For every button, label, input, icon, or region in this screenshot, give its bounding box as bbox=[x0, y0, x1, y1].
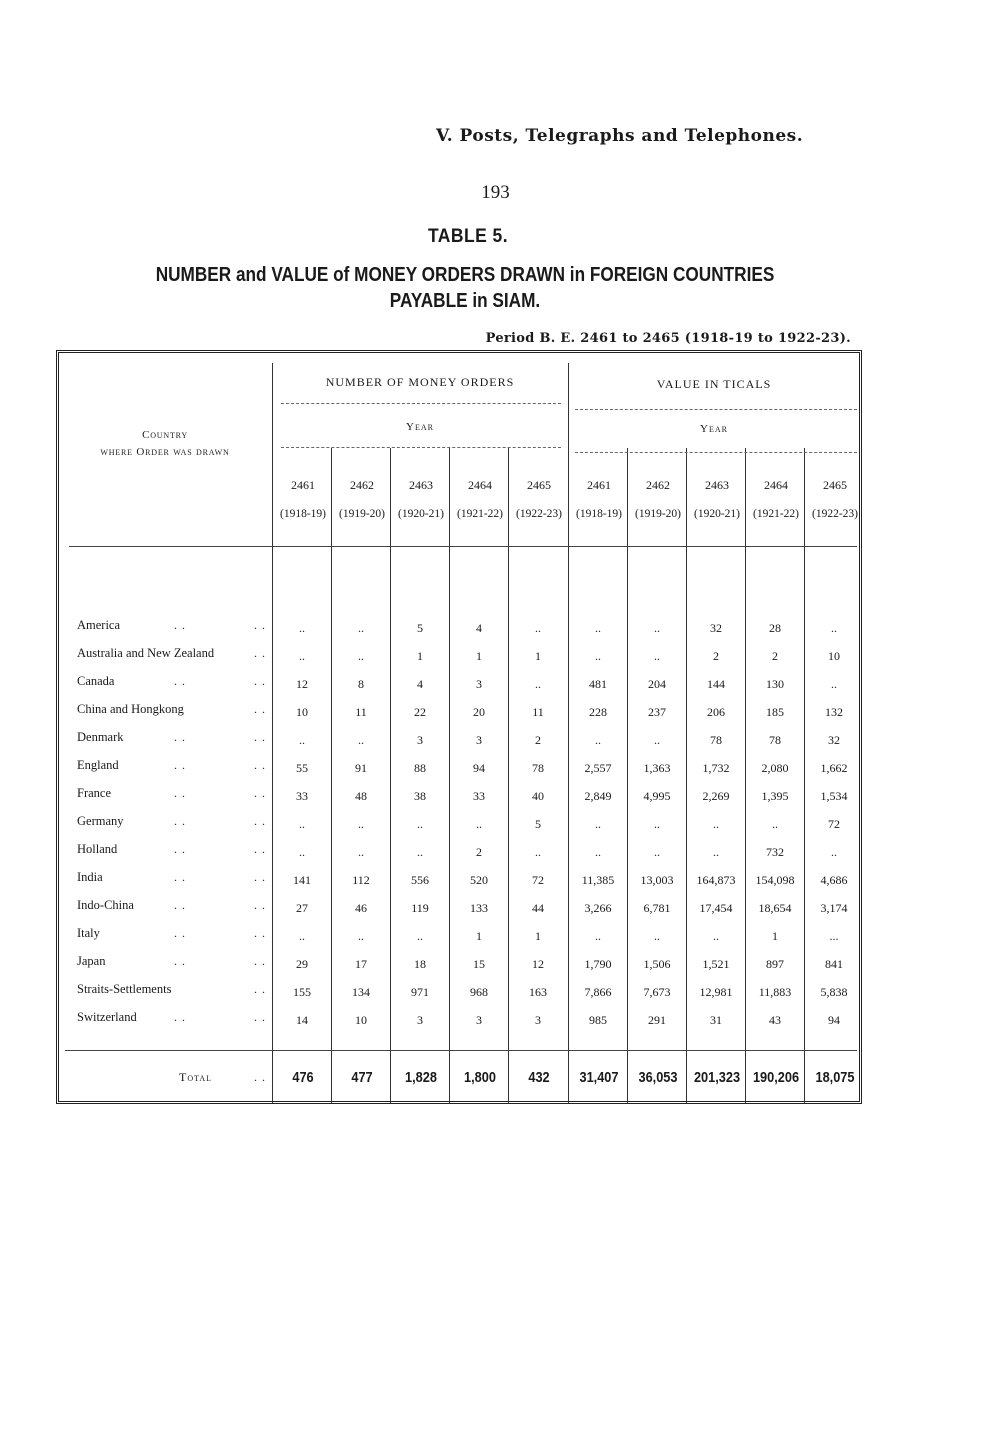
row-dots: . . bbox=[254, 702, 266, 716]
value-cell: 10 bbox=[828, 649, 840, 663]
value-cell: .. bbox=[654, 733, 660, 747]
value-cell: 1,732 bbox=[702, 761, 730, 775]
number-cell: .. bbox=[299, 649, 305, 663]
header-rule bbox=[69, 546, 857, 547]
value-group-header: VALUE IN TICALS bbox=[656, 377, 772, 391]
number-cell: 72 bbox=[532, 873, 544, 887]
row-lead-dots: . . bbox=[174, 618, 186, 632]
row-country: China and Hongkong bbox=[77, 702, 184, 716]
group-underline bbox=[575, 409, 857, 410]
row-lead-dots: . . bbox=[174, 786, 186, 800]
value-cell: 32 bbox=[710, 621, 722, 635]
value-cell: 13,003 bbox=[640, 873, 674, 887]
row-dots: . . bbox=[254, 646, 266, 660]
table-number: TABLE 5. bbox=[427, 226, 509, 247]
row-dots: . . bbox=[254, 982, 266, 996]
number-cell: 134 bbox=[352, 985, 370, 999]
column-year: 2462 bbox=[350, 478, 374, 492]
number-cell: 1 bbox=[476, 929, 482, 943]
row-country: Indo-China bbox=[77, 898, 134, 912]
total-dots: . . bbox=[254, 1070, 266, 1084]
column-period: (1919-20) bbox=[635, 508, 681, 520]
value-cell: 1,506 bbox=[643, 957, 671, 971]
row-lead-dots: . . bbox=[174, 870, 186, 884]
row-dots: . . bbox=[254, 870, 266, 884]
total-rule bbox=[65, 1050, 857, 1051]
value-cell: 1 bbox=[772, 929, 778, 943]
row-lead-dots: . . bbox=[174, 758, 186, 772]
row-dots: . . bbox=[254, 814, 266, 828]
row-dots: . . bbox=[254, 674, 266, 688]
number-cell: 94 bbox=[473, 761, 485, 775]
number-cell: .. bbox=[299, 733, 305, 747]
value-cell: .. bbox=[654, 621, 660, 635]
value-cell: .. bbox=[595, 733, 601, 747]
value-cell: 43 bbox=[769, 1013, 781, 1027]
row-country: Straits-Settlements bbox=[77, 982, 172, 996]
value-cell: .. bbox=[831, 845, 837, 859]
money-orders-table bbox=[56, 350, 862, 1104]
value-cell: 3,266 bbox=[584, 901, 612, 915]
number-cell: .. bbox=[358, 817, 364, 831]
number-cell: 29 bbox=[296, 957, 308, 971]
total-number-cell: 476 bbox=[292, 1069, 314, 1086]
country-head-line1: Country bbox=[142, 429, 188, 441]
number-group-header: NUMBER OF MONEY ORDERS bbox=[325, 375, 515, 389]
value-cell: 154,098 bbox=[755, 873, 795, 887]
value-cell: 11,385 bbox=[581, 873, 615, 887]
value-cell: .. bbox=[713, 929, 719, 943]
number-cell: 112 bbox=[352, 873, 370, 887]
number-cell: .. bbox=[417, 817, 423, 831]
year-underline bbox=[281, 447, 561, 448]
row-country: Switzerland bbox=[77, 1010, 137, 1024]
number-cell: 133 bbox=[470, 901, 488, 915]
number-cell: .. bbox=[358, 929, 364, 943]
column-period: (1920-21) bbox=[694, 508, 740, 520]
value-cell: 28 bbox=[769, 621, 781, 635]
number-cell: 27 bbox=[296, 901, 308, 915]
value-cell: 5,838 bbox=[820, 985, 848, 999]
total-number-cell: 1,828 bbox=[405, 1069, 437, 1086]
number-year-header: Year bbox=[406, 421, 434, 433]
number-cell: 4 bbox=[476, 621, 482, 635]
value-cell: .. bbox=[595, 817, 601, 831]
row-country: Australia and New Zealand bbox=[77, 646, 215, 660]
value-cell: .. bbox=[595, 649, 601, 663]
value-cell: .. bbox=[654, 817, 660, 831]
column-year: 2463 bbox=[705, 478, 729, 492]
value-cell: ... bbox=[829, 929, 839, 943]
page-number: 193 bbox=[481, 182, 510, 203]
number-cell: 8 bbox=[358, 677, 364, 691]
row-lead-dots: . . bbox=[174, 730, 186, 744]
column-period: (1922-23) bbox=[812, 508, 858, 520]
value-cell: 1,534 bbox=[820, 789, 848, 803]
number-cell: 33 bbox=[473, 789, 485, 803]
number-cell: 20 bbox=[473, 705, 485, 719]
number-cell: 12 bbox=[532, 957, 544, 971]
number-cell: 1 bbox=[417, 649, 423, 663]
value-cell: 185 bbox=[766, 705, 784, 719]
row-dots: . . bbox=[254, 758, 266, 772]
total-value-cell: 31,407 bbox=[579, 1069, 619, 1086]
number-cell: 17 bbox=[355, 957, 367, 971]
row-country: Holland bbox=[77, 842, 118, 856]
value-cell: .. bbox=[654, 929, 660, 943]
value-cell: .. bbox=[772, 817, 778, 831]
row-dots: . . bbox=[254, 842, 266, 856]
value-cell: 7,866 bbox=[584, 985, 612, 999]
row-dots: . . bbox=[254, 1010, 266, 1024]
number-cell: 22 bbox=[414, 705, 426, 719]
row-country: England bbox=[77, 758, 119, 772]
value-cell: 206 bbox=[707, 705, 725, 719]
value-cell: 1,363 bbox=[643, 761, 671, 775]
number-cell: 155 bbox=[293, 985, 311, 999]
column-period: (1921-22) bbox=[457, 508, 503, 520]
row-country: Japan bbox=[77, 954, 106, 968]
number-cell: 48 bbox=[355, 789, 367, 803]
column-period: (1918-19) bbox=[280, 508, 326, 520]
row-country: America bbox=[77, 618, 121, 632]
column-period: (1918-19) bbox=[576, 508, 622, 520]
total-value-cell: 36,053 bbox=[638, 1069, 678, 1086]
number-cell: 12 bbox=[296, 677, 308, 691]
number-cell: 5 bbox=[417, 621, 423, 635]
column-year: 2461 bbox=[291, 478, 315, 492]
number-cell: 91 bbox=[355, 761, 367, 775]
number-cell: 38 bbox=[414, 789, 426, 803]
value-cell: 12,981 bbox=[699, 985, 733, 999]
period-subtitle: Period B. E. 2461 to 2465 (1918-19 to 1922-23). bbox=[485, 331, 851, 346]
value-cell: 18,654 bbox=[758, 901, 792, 915]
number-cell: .. bbox=[417, 929, 423, 943]
number-cell: 55 bbox=[296, 761, 308, 775]
value-cell: 2,557 bbox=[584, 761, 612, 775]
row-lead-dots: . . bbox=[174, 926, 186, 940]
value-cell: 4,995 bbox=[643, 789, 671, 803]
number-cell: 2 bbox=[476, 845, 482, 859]
table-title bbox=[143, 262, 788, 314]
number-cell: 44 bbox=[532, 901, 544, 915]
group-underline bbox=[281, 403, 561, 404]
total-number-cell: 1,800 bbox=[464, 1069, 496, 1086]
table-title-line2: PAYABLE in SIAM. bbox=[389, 290, 541, 312]
number-cell: .. bbox=[535, 677, 541, 691]
column-year: 2465 bbox=[823, 478, 847, 492]
value-cell: 130 bbox=[766, 677, 784, 691]
number-cell: 78 bbox=[532, 761, 544, 775]
number-cell: 11 bbox=[532, 705, 544, 719]
value-cell: 17,454 bbox=[699, 901, 733, 915]
value-cell: 6,781 bbox=[643, 901, 671, 915]
year-underline bbox=[575, 452, 857, 453]
total-value-cell: 201,323 bbox=[693, 1069, 741, 1086]
column-year: 2462 bbox=[646, 478, 670, 492]
column-year: 2465 bbox=[527, 478, 551, 492]
number-cell: .. bbox=[535, 845, 541, 859]
number-cell: .. bbox=[299, 845, 305, 859]
value-year-header: Year bbox=[700, 423, 728, 435]
row-lead-dots: . . bbox=[174, 1010, 186, 1024]
value-cell: .. bbox=[595, 929, 601, 943]
value-cell: 7,673 bbox=[643, 985, 671, 999]
number-cell: 11 bbox=[355, 705, 367, 719]
total-number-cell: 432 bbox=[528, 1069, 550, 1086]
number-cell: 1 bbox=[535, 929, 541, 943]
column-period: (1919-20) bbox=[339, 508, 385, 520]
total-value-cell: 190,206 bbox=[752, 1069, 800, 1086]
value-cell: .. bbox=[713, 817, 719, 831]
total-label: Total bbox=[179, 1070, 213, 1084]
number-cell: .. bbox=[417, 845, 423, 859]
number-cell: 556 bbox=[411, 873, 429, 887]
value-cell: 4,686 bbox=[820, 873, 848, 887]
row-dots: . . bbox=[254, 926, 266, 940]
value-cell: 32 bbox=[828, 733, 840, 747]
value-cell: 72 bbox=[828, 817, 840, 831]
row-lead-dots: . . bbox=[174, 842, 186, 856]
value-cell: 2 bbox=[772, 649, 778, 663]
column-year: 2463 bbox=[409, 478, 433, 492]
value-cell: 11,883 bbox=[758, 985, 792, 999]
number-cell: 520 bbox=[470, 873, 488, 887]
row-country: France bbox=[77, 786, 112, 800]
value-cell: 2,269 bbox=[702, 789, 730, 803]
value-cell: 237 bbox=[648, 705, 666, 719]
value-cell: .. bbox=[831, 677, 837, 691]
row-country: Germany bbox=[77, 814, 124, 828]
value-cell: 31 bbox=[710, 1013, 722, 1027]
row-country: Denmark bbox=[77, 730, 124, 744]
value-cell: .. bbox=[654, 845, 660, 859]
number-cell: 3 bbox=[476, 1013, 482, 1027]
table-title-line1: NUMBER and VALUE of MONEY ORDERS DRAWN in FOREIGN COUNTRIES bbox=[155, 264, 775, 286]
number-cell: 14 bbox=[296, 1013, 308, 1027]
number-cell: 163 bbox=[529, 985, 547, 999]
row-country: Canada bbox=[77, 674, 115, 688]
value-cell: 2 bbox=[713, 649, 719, 663]
value-cell: 204 bbox=[648, 677, 666, 691]
row-country: India bbox=[77, 870, 103, 884]
value-cell: 1,790 bbox=[584, 957, 612, 971]
number-cell: 3 bbox=[535, 1013, 541, 1027]
country-head-line2: where Order was drawn bbox=[100, 446, 230, 458]
column-year: 2461 bbox=[587, 478, 611, 492]
value-cell: 291 bbox=[648, 1013, 666, 1027]
number-cell: 88 bbox=[414, 761, 426, 775]
number-cell: 3 bbox=[417, 1013, 423, 1027]
number-cell: .. bbox=[358, 649, 364, 663]
value-cell: .. bbox=[713, 845, 719, 859]
number-cell: .. bbox=[358, 621, 364, 635]
value-cell: 78 bbox=[710, 733, 722, 747]
row-dots: . . bbox=[254, 898, 266, 912]
value-cell: 94 bbox=[828, 1013, 840, 1027]
number-cell: 1 bbox=[535, 649, 541, 663]
total-value-cell: 18,075 bbox=[815, 1069, 855, 1086]
number-cell: 3 bbox=[476, 677, 482, 691]
row-dots: . . bbox=[254, 618, 266, 632]
number-cell: .. bbox=[476, 817, 482, 831]
number-cell: 40 bbox=[532, 789, 544, 803]
value-cell: 164,873 bbox=[696, 873, 736, 887]
number-cell: 46 bbox=[355, 901, 367, 915]
value-cell: 481 bbox=[589, 677, 607, 691]
value-cell: 144 bbox=[707, 677, 725, 691]
number-cell: 5 bbox=[535, 817, 541, 831]
value-cell: 841 bbox=[825, 957, 843, 971]
column-period: (1921-22) bbox=[753, 508, 799, 520]
value-cell: 2,080 bbox=[761, 761, 789, 775]
number-cell: .. bbox=[299, 817, 305, 831]
number-cell: 4 bbox=[417, 677, 423, 691]
number-cell: 3 bbox=[476, 733, 482, 747]
value-cell: 3,174 bbox=[820, 901, 848, 915]
value-cell: .. bbox=[654, 649, 660, 663]
number-cell: .. bbox=[299, 621, 305, 635]
number-cell: .. bbox=[358, 733, 364, 747]
row-dots: . . bbox=[254, 954, 266, 968]
column-year: 2464 bbox=[764, 478, 788, 492]
row-lead-dots: . . bbox=[174, 898, 186, 912]
column-period: (1920-21) bbox=[398, 508, 444, 520]
value-cell: .. bbox=[595, 845, 601, 859]
number-cell: 1 bbox=[476, 649, 482, 663]
total-number-cell: 477 bbox=[351, 1069, 373, 1086]
number-cell: 141 bbox=[293, 873, 311, 887]
row-lead-dots: . . bbox=[174, 674, 186, 688]
section-header: V. Posts, Telegraphs and Telephones. bbox=[436, 126, 804, 146]
country-column-header bbox=[59, 427, 271, 461]
column-period: (1922-23) bbox=[516, 508, 562, 520]
row-country: Italy bbox=[77, 926, 100, 940]
number-cell: .. bbox=[358, 845, 364, 859]
number-cell: .. bbox=[299, 929, 305, 943]
value-cell: 1,662 bbox=[820, 761, 848, 775]
value-cell: 228 bbox=[589, 705, 607, 719]
row-lead-dots: . . bbox=[174, 814, 186, 828]
number-cell: 10 bbox=[296, 705, 308, 719]
number-cell: 18 bbox=[414, 957, 426, 971]
number-cell: 15 bbox=[473, 957, 485, 971]
number-cell: 3 bbox=[417, 733, 423, 747]
number-cell: 971 bbox=[411, 985, 429, 999]
value-cell: 132 bbox=[825, 705, 843, 719]
row-dots: . . bbox=[254, 730, 266, 744]
value-cell: 78 bbox=[769, 733, 781, 747]
number-cell: 2 bbox=[535, 733, 541, 747]
column-year: 2464 bbox=[468, 478, 492, 492]
value-cell: 2,849 bbox=[584, 789, 612, 803]
value-cell: 1,521 bbox=[702, 957, 730, 971]
number-cell: 33 bbox=[296, 789, 308, 803]
value-cell: .. bbox=[595, 621, 601, 635]
number-cell: 10 bbox=[355, 1013, 367, 1027]
number-cell: .. bbox=[535, 621, 541, 635]
row-lead-dots: . . bbox=[174, 954, 186, 968]
row-dots: . . bbox=[254, 786, 266, 800]
number-cell: 968 bbox=[470, 985, 488, 999]
value-cell: 1,395 bbox=[761, 789, 789, 803]
value-cell: .. bbox=[831, 621, 837, 635]
value-cell: 897 bbox=[766, 957, 784, 971]
value-cell: 732 bbox=[766, 845, 784, 859]
number-cell: 119 bbox=[411, 901, 429, 915]
value-cell: 985 bbox=[589, 1013, 607, 1027]
